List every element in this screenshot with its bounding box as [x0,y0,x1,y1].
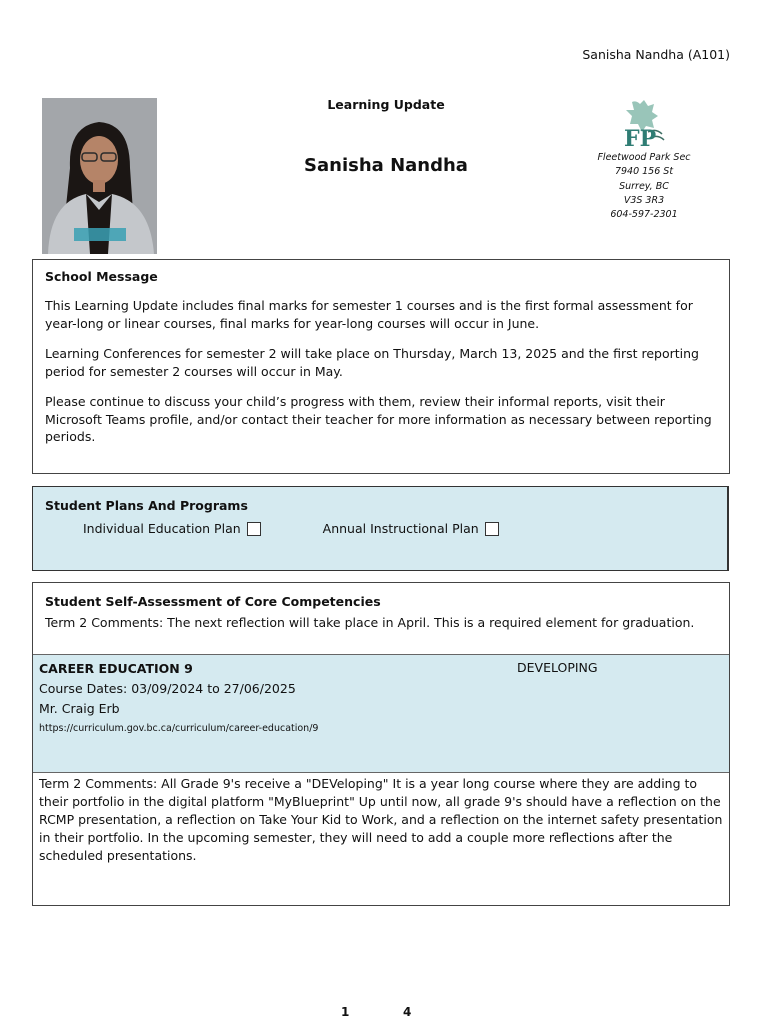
school-message-heading: School Message [45,269,158,284]
course-grade: DEVELOPING [517,660,598,675]
course-title: CAREER EDUCATION 9 [39,661,193,676]
competencies-comment: Term 2 Comments: The next reflection will take place in April. This is a required element for graduation. [45,615,695,630]
student-plans-heading: Student Plans And Programs [45,498,248,513]
page-total: 4 [403,1005,412,1019]
course-url[interactable]: https://curriculum.gov.bc.ca/curriculum/career-education/9 [39,723,319,734]
school-postal: V3S 3R3 [623,194,665,206]
logo-letters: FP [624,126,657,150]
student-photo [42,98,157,254]
school-name: Fleetwood Park Sec [597,152,691,163]
school-phone: 604-597-2301 [610,209,678,221]
school-message-box [32,259,730,474]
iep-label: Individual Education Plan [83,521,241,536]
course-dates: Course Dates: 03/09/2024 to 27/06/2025 [39,681,296,696]
school-message-paragraph: This Learning Update includes final marks for semester 1 courses and is the first formal assessment for year-long or linear courses, final marks for year-long courses will occur in June. [45,298,693,331]
school-message-paragraph: Please continue to discuss your child’s progress with them, review their informal reports, visit their Microsoft Teams profile, and/or contact their teacher for more information as necessary between reporting periods. [45,394,712,444]
competencies-section [33,583,729,654]
document-title: Learning Update [327,97,445,112]
school-address-2: Surrey, BC [619,180,669,192]
plans-options [45,521,715,536]
aip-label: Annual Instructional Plan [322,521,479,536]
aip-checkbox[interactable] [485,522,499,536]
school-info [588,151,700,222]
school-address-1: 7940 156 St [614,166,674,178]
course-header [33,654,729,773]
header-student-id: Sanisha Nandha (A101) [582,47,730,62]
student-photo-image [42,98,157,254]
iep-option [83,521,261,536]
aip-option [323,521,499,536]
competencies-heading: Student Self-Assessment of Core Competencies [45,594,381,609]
course-comment: Term 2 Comments: All Grade 9's receive a "DEVeloping" It is a year long course where they are adding to their portfolio in the digital platform "MyBlueprint" Up until now, all grade 9's should have a reflection on the RCMP presentation, a reflection on Take Your Kid to Work, and a reflection on the internet safety presentation in their portfolio. In the upcoming semester, they will need to add a couple more reflections after the scheduled presentations. [39,776,723,863]
school-message-paragraph: Learning Conferences for semester 2 will take place on Thursday, March 13, 2025 and the first reporting period for semester 2 courses will occur in May. [45,346,699,379]
student-name: Sanisha Nandha [304,155,468,176]
school-logo-image [618,98,668,150]
school-logo [618,98,668,150]
student-plans-box [32,486,729,571]
iep-checkbox[interactable] [247,522,261,536]
course-teacher: Mr. Craig Erb [39,701,120,716]
competencies-box [32,582,730,906]
page-number: 1 [341,1005,350,1019]
